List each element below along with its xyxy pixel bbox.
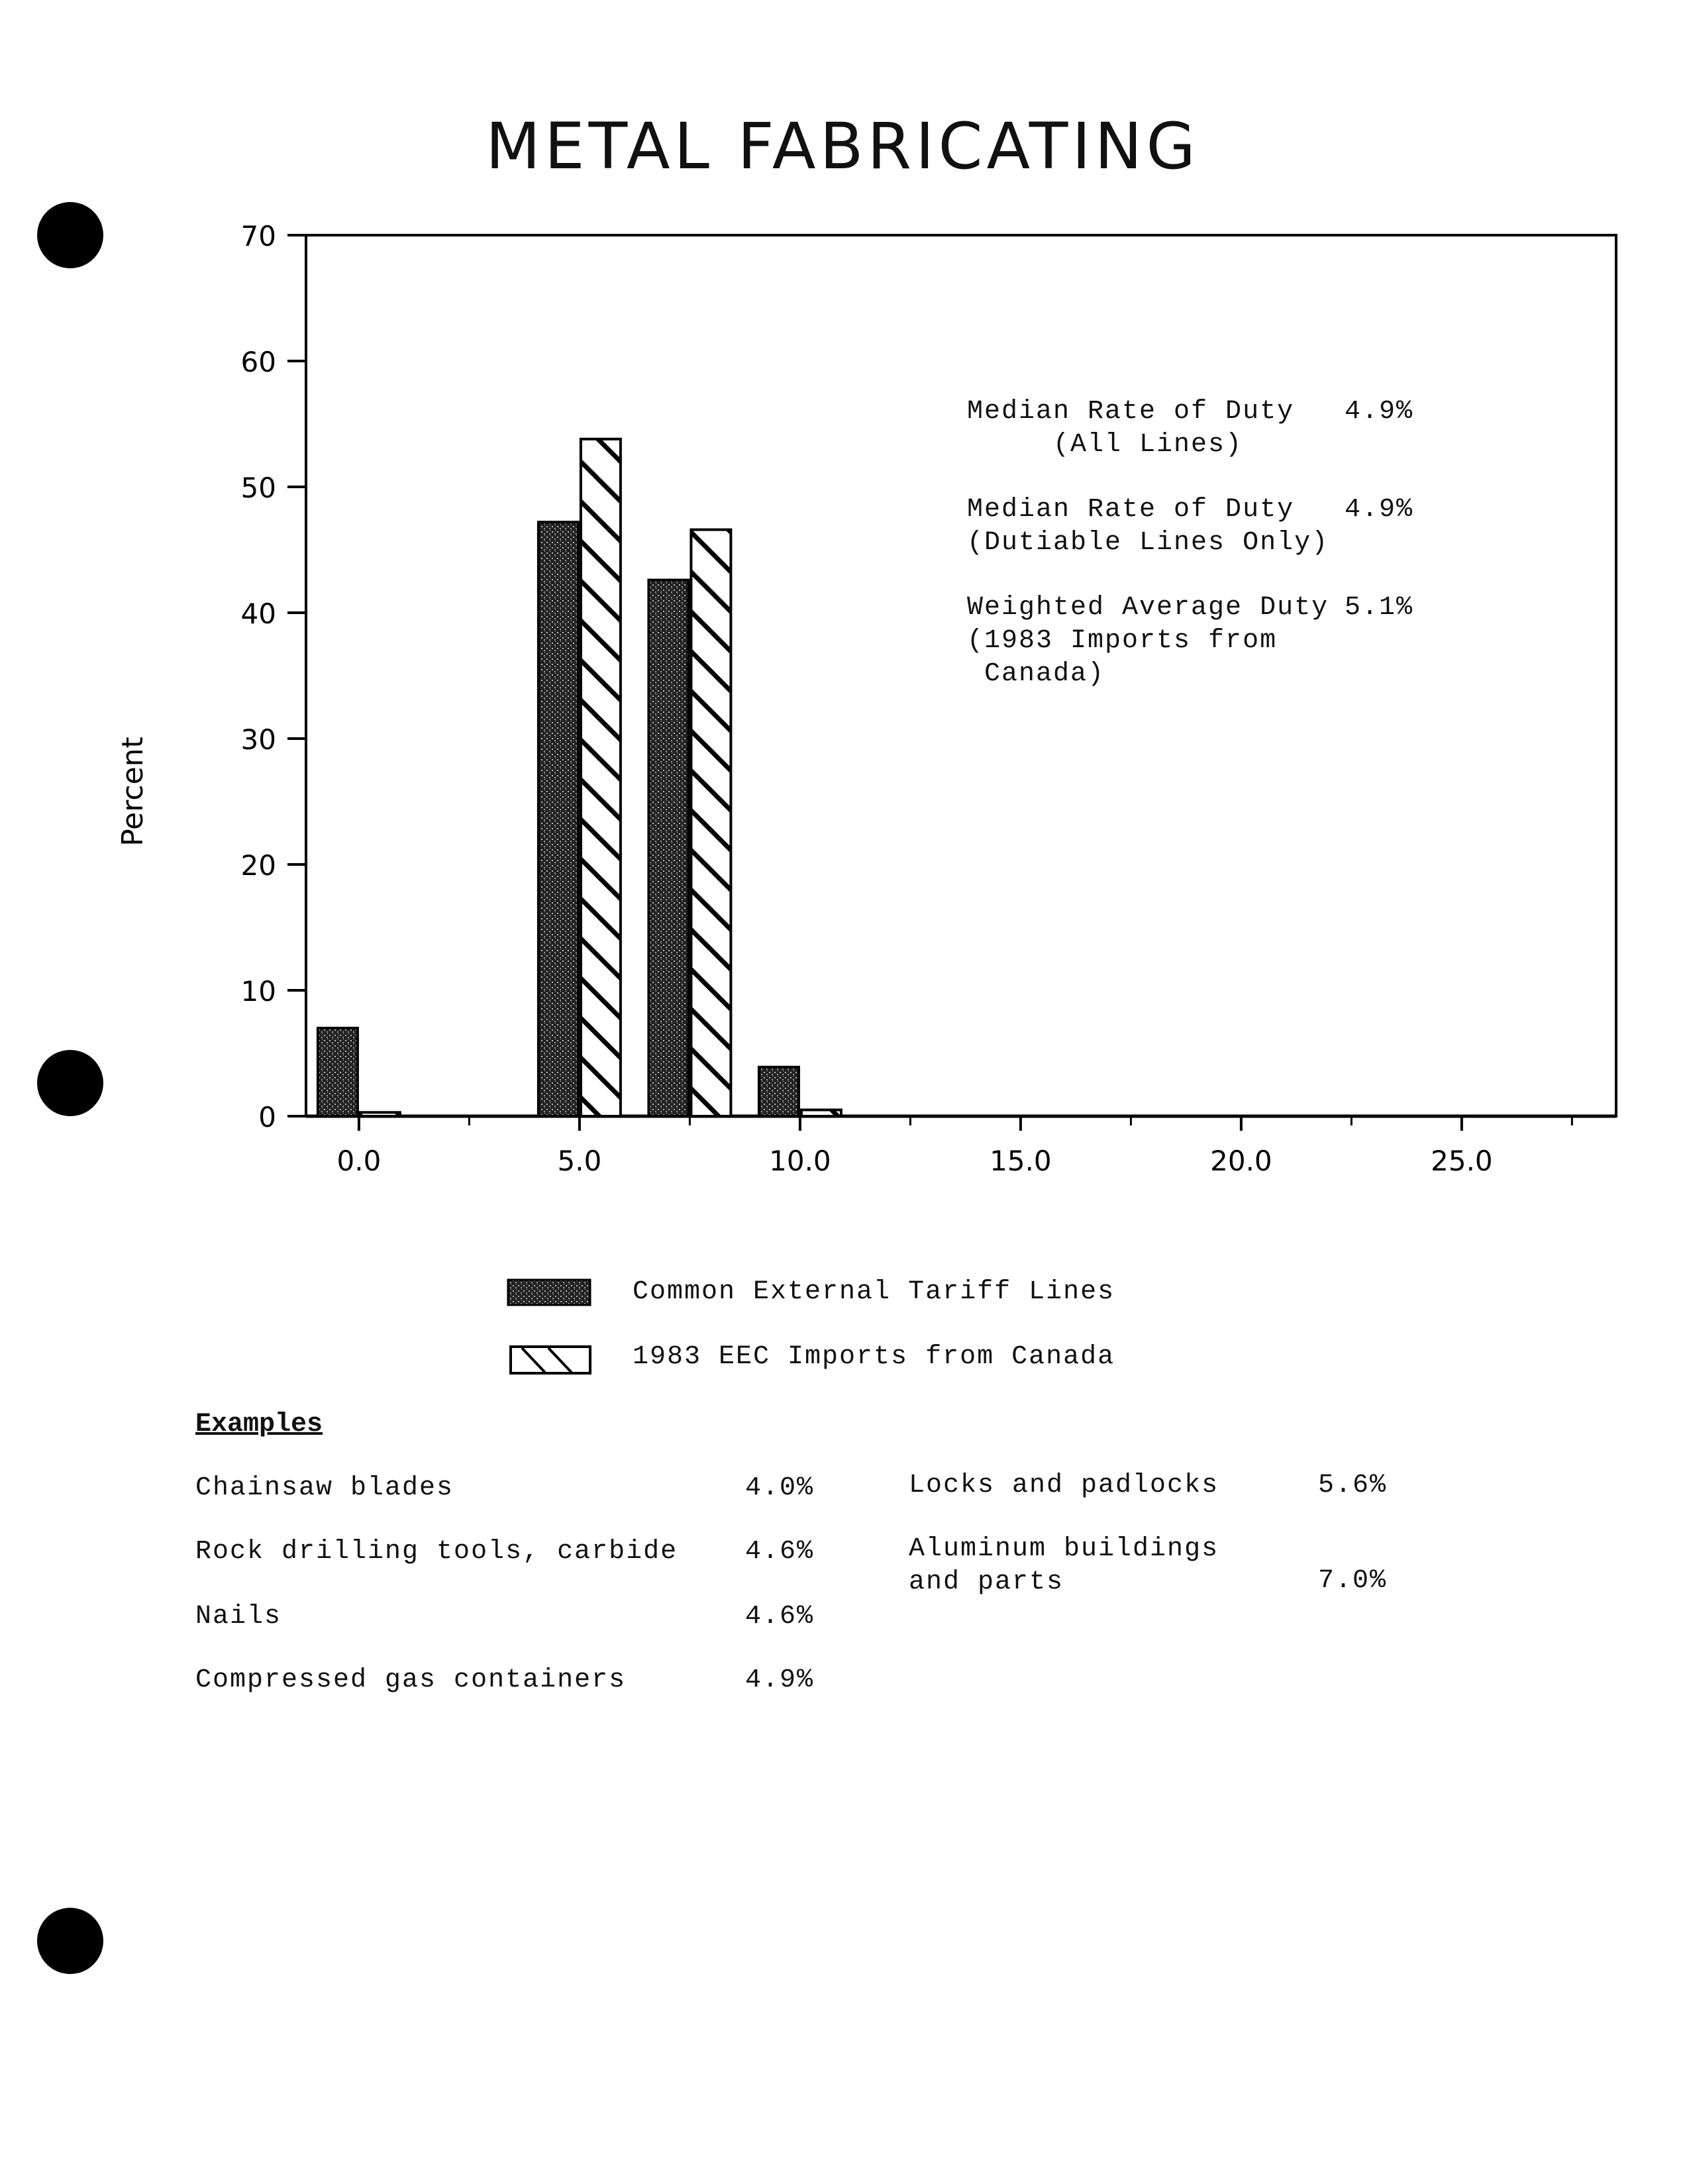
example-item-right-1: Locks and padlocks	[909, 1471, 1219, 1500]
bar-eec-imports-2	[691, 530, 731, 1116]
x-tick-label-4: 20.0	[1210, 1145, 1272, 1177]
x-tick-label-3: 15.0	[990, 1145, 1052, 1177]
y-tick-label-7: 70	[240, 220, 276, 252]
y-tick-label-4: 40	[240, 598, 276, 630]
y-tick-label-2: 20	[240, 849, 276, 882]
x-tick-label-1: 5.0	[557, 1145, 602, 1177]
bar-tariff-lines-0	[318, 1028, 358, 1116]
example-value-right-2: 7.0%	[1318, 1566, 1388, 1596]
example-value-left-2: 4.6%	[745, 1537, 815, 1567]
binder-hole-bottom	[37, 1908, 103, 1974]
examples-heading: Examples	[195, 1410, 323, 1439]
example-item-left-2: Rock drilling tools, carbide	[195, 1537, 678, 1567]
y-tick-label-1: 10	[240, 975, 276, 1008]
example-item-right-2: Aluminum buildings and parts	[909, 1534, 1219, 1597]
example-value-left-1: 4.0%	[745, 1473, 815, 1503]
y-tick-label-5: 50	[240, 472, 276, 504]
bar-eec-imports-0	[360, 1112, 400, 1116]
plot-frame	[306, 235, 1616, 1116]
bar-eec-imports-3	[801, 1110, 841, 1117]
example-value-left-4: 4.9%	[745, 1665, 815, 1695]
bar-tariff-lines-1	[538, 522, 578, 1116]
bar-tariff-lines-3	[759, 1067, 799, 1116]
x-tick-label-2: 10.0	[769, 1145, 831, 1177]
bar-tariff-lines-2	[648, 580, 688, 1116]
example-value-left-3: 4.6%	[745, 1602, 815, 1632]
y-tick-label-3: 30	[240, 723, 276, 756]
example-item-left-1: Chainsaw blades	[195, 1473, 454, 1503]
x-tick-label-0: 0.0	[336, 1145, 382, 1177]
example-item-left-3: Nails	[195, 1602, 282, 1632]
annotation-value-2: 4.9%	[1345, 495, 1414, 525]
legend-label-tariff-lines: Common External Tariff Lines	[633, 1277, 1115, 1307]
annotation-label-1: Median Rate of Duty (All Lines)	[967, 397, 1295, 460]
legend-swatch-tariff-lines	[507, 1278, 593, 1308]
y-tick-label-6: 60	[240, 346, 276, 378]
annotation-value-1: 4.9%	[1345, 397, 1414, 427]
legend-label-eec-imports: 1983 EEC Imports from Canada	[633, 1342, 1115, 1372]
chart-title: METAL FABRICATING	[485, 109, 1200, 183]
x-tick-label-5: 25.0	[1431, 1145, 1493, 1177]
y-axis-label: Percent	[116, 737, 150, 847]
bar-eec-imports-1	[581, 439, 621, 1116]
legend-swatch-eec-imports	[509, 1345, 595, 1378]
annotation-value-3: 5.1%	[1345, 593, 1414, 623]
example-value-right-1: 5.6%	[1318, 1471, 1388, 1500]
annotation-label-2: Median Rate of Duty (Dutiable Lines Only)	[967, 495, 1329, 558]
y-tick-label-0: 0	[258, 1101, 276, 1133]
annotation-label-3: Weighted Average Duty (1983 Imports from Canada)	[967, 593, 1329, 689]
example-item-left-4: Compressed gas containers	[195, 1665, 627, 1695]
